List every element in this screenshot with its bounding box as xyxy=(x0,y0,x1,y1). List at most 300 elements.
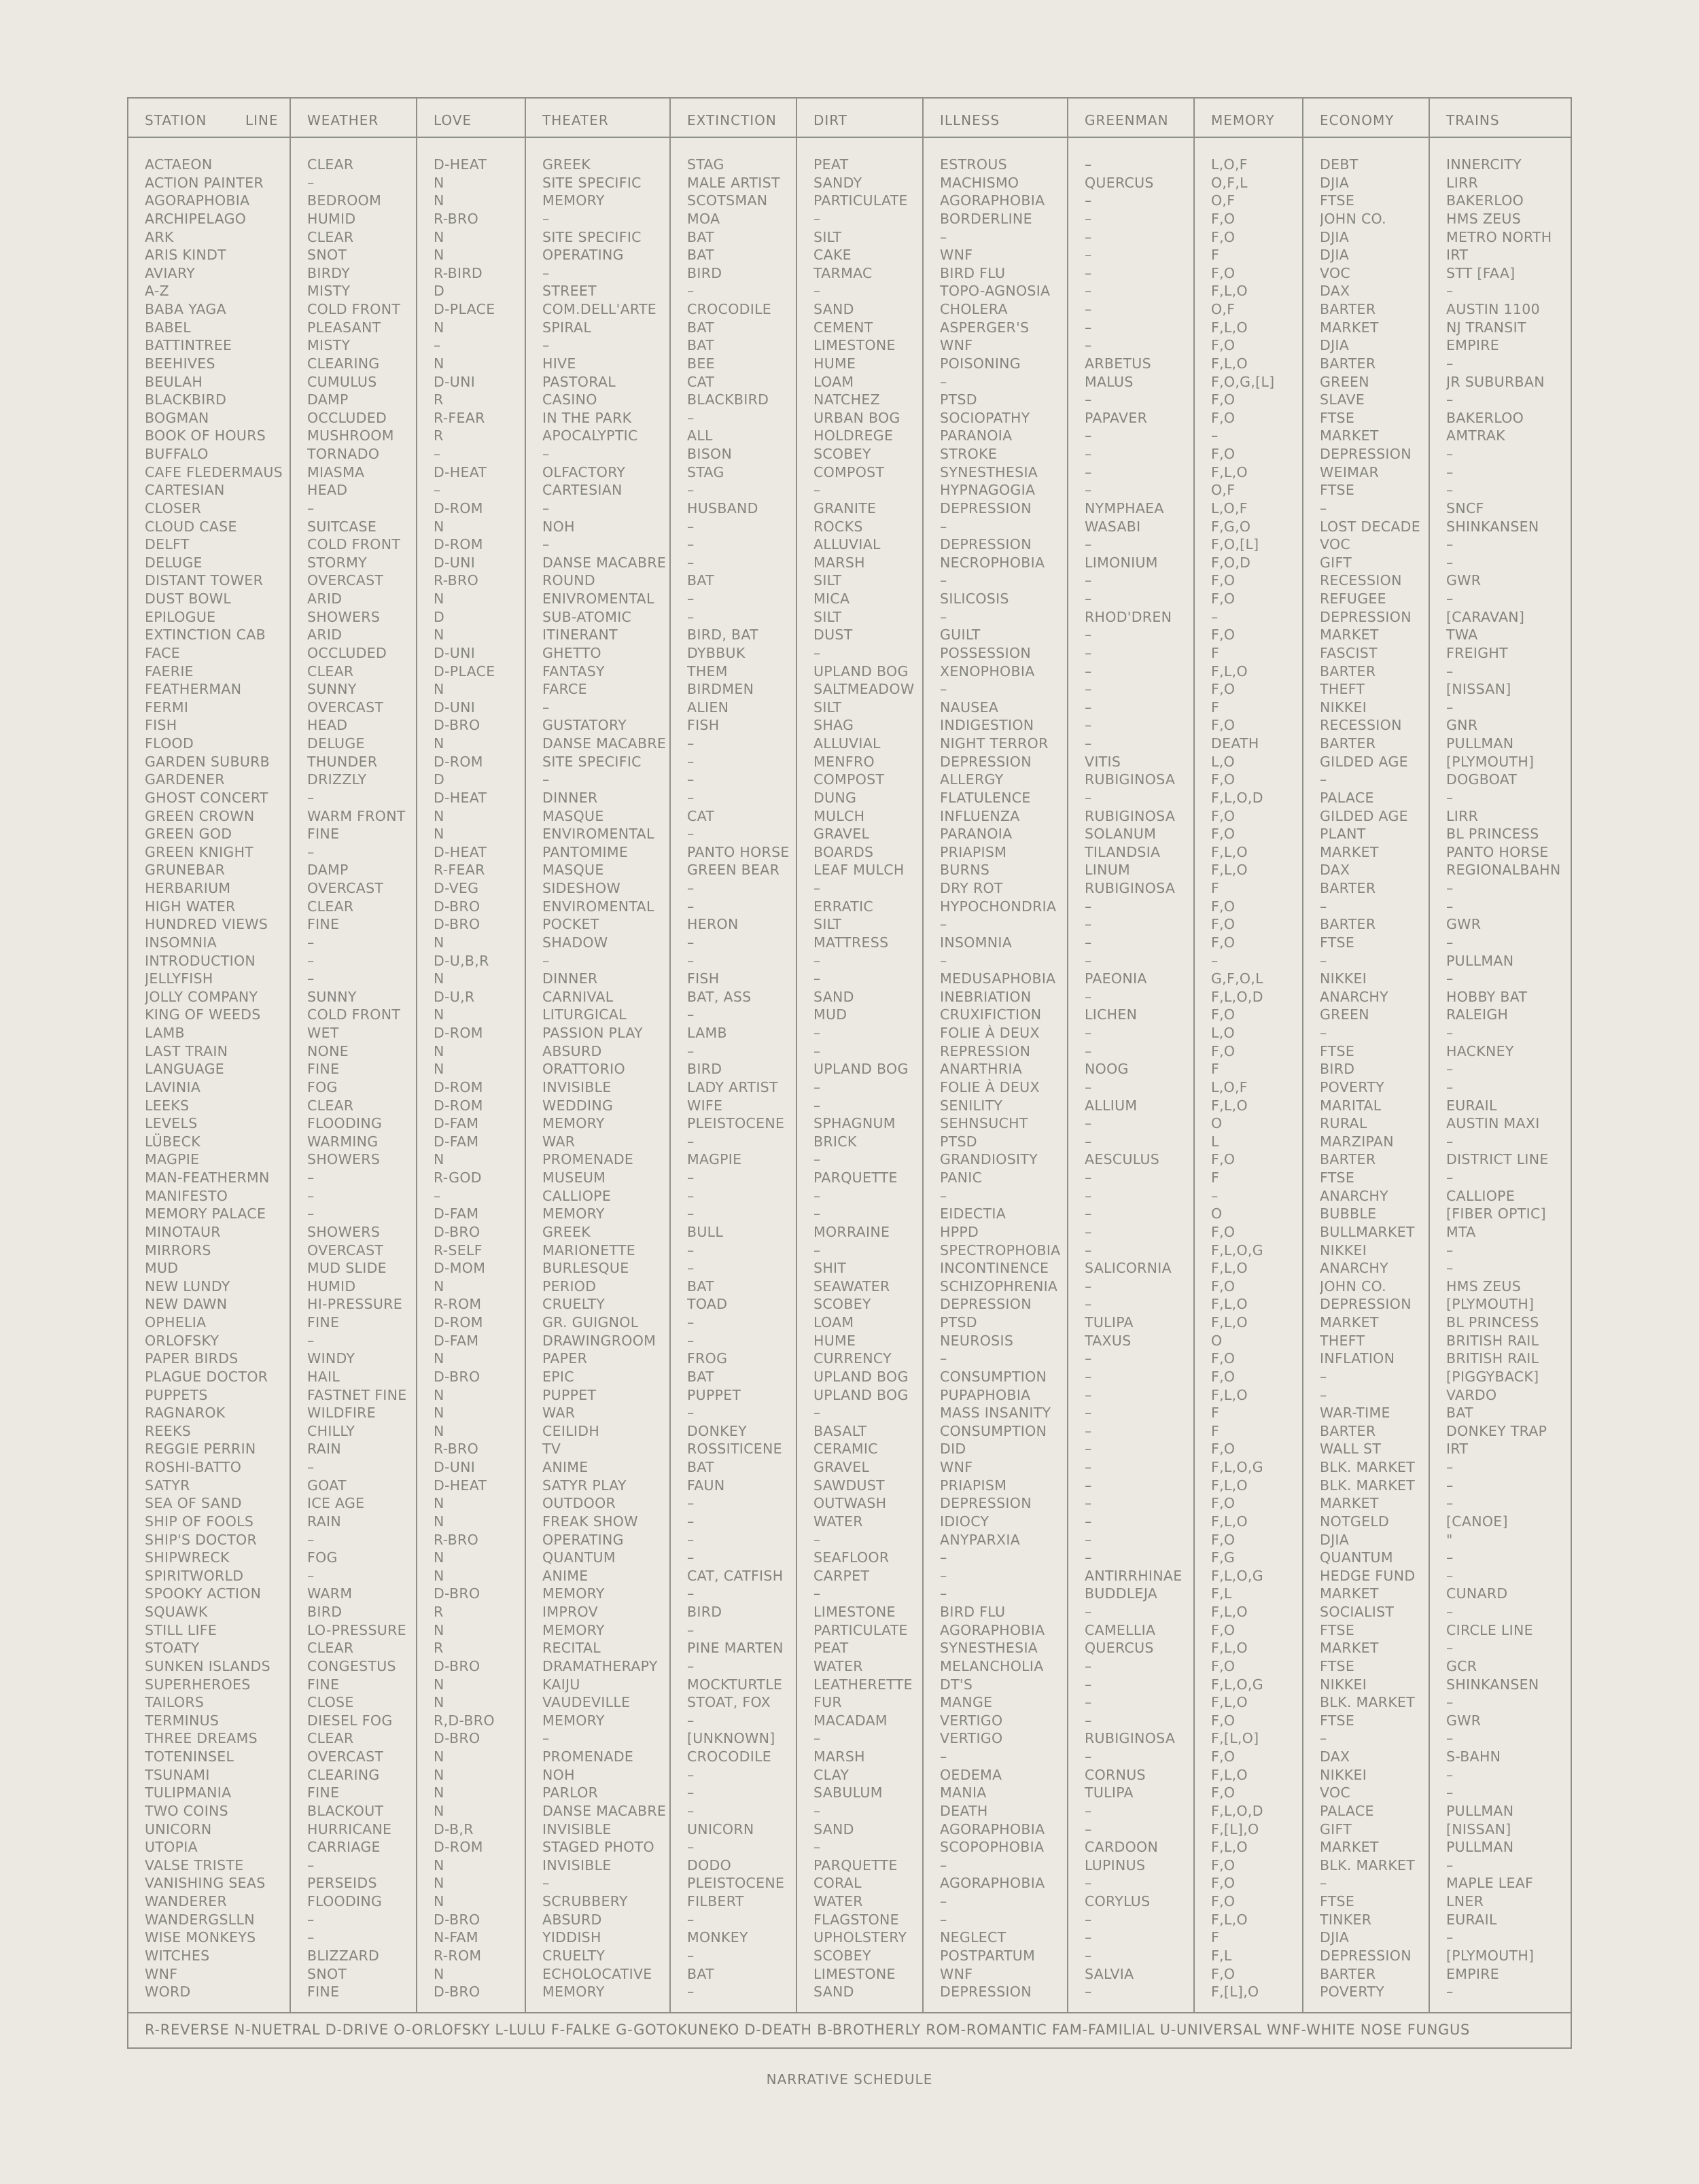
love-cell: N xyxy=(434,1549,444,1566)
header-divider xyxy=(1430,137,1572,138)
memory-cell: F xyxy=(1211,1929,1220,1946)
extinction-cell: – xyxy=(687,1621,695,1638)
theater-cell: CARTESIAN xyxy=(542,482,623,499)
theater-cell: OPERATING xyxy=(542,247,624,264)
extinction-cell: – xyxy=(687,518,695,535)
love-cell: N xyxy=(434,735,444,752)
theater-cell: GUSTATORY xyxy=(542,717,627,734)
economy-cell: DAX xyxy=(1320,283,1350,300)
economy-cell: BIRD xyxy=(1320,1061,1355,1078)
theater-cell: ORATTORIO xyxy=(542,1061,625,1078)
memory-cell: F,L,O xyxy=(1211,843,1248,860)
greenman-cell: PAEONIA xyxy=(1085,970,1147,987)
illness-cell: XENOPHOBIA xyxy=(940,663,1035,680)
weather-cell: MUD SLIDE xyxy=(307,1260,387,1277)
economy-cell: VOC xyxy=(1320,536,1351,553)
dirt-cell: – xyxy=(813,1531,821,1548)
love-cell: R-ROM xyxy=(434,1947,482,1964)
weather-cell: SUNNY xyxy=(307,988,357,1005)
memory-cell: F,O xyxy=(1211,898,1236,915)
illness-cell: – xyxy=(940,518,947,535)
extinction-cell: – xyxy=(687,536,695,553)
weather-cell: SNOT xyxy=(307,247,347,264)
illness-cell: DID xyxy=(940,1441,966,1458)
weather-cell: WILDFIRE xyxy=(307,1405,376,1422)
greenman-cell: – xyxy=(1085,898,1092,915)
memory-cell: F,L,O xyxy=(1211,1260,1248,1277)
economy-cell: SOCIALIST xyxy=(1320,1604,1395,1620)
economy-cell: DEBT xyxy=(1320,156,1359,173)
love-cell: D-HEAT xyxy=(434,1477,487,1494)
station-cell: SUPERHEROES xyxy=(145,1676,251,1693)
weather-cell: ARID xyxy=(307,591,343,607)
extinction-cell: MALE ARTIST xyxy=(687,174,780,191)
extinction-cell: – xyxy=(687,1984,695,2001)
weather-cell: THUNDER xyxy=(307,753,378,770)
illness-cell: BIRD FLU xyxy=(940,1604,1006,1620)
economy-cell: BARTER xyxy=(1320,916,1376,933)
economy-cell: PALACE xyxy=(1320,789,1374,806)
illness-cell: ESTROUS xyxy=(940,156,1007,173)
love-cell: D-MOM xyxy=(434,1260,486,1277)
love-cell: N xyxy=(434,1061,444,1078)
station-cell: MUD xyxy=(145,1260,179,1277)
economy-cell: GILDED AGE xyxy=(1320,807,1408,824)
extinction-cell: DYBBUK xyxy=(687,644,746,661)
love-cell: D xyxy=(434,771,445,788)
station-cell: FEATHERMAN xyxy=(145,681,242,698)
greenman-cell: ANTIRRHINAE xyxy=(1085,1567,1183,1584)
greenman-cell: QUERCUS xyxy=(1085,174,1154,191)
love-cell: D-UNI xyxy=(434,554,476,571)
station-cell: CAFE FLEDERMAUS xyxy=(145,463,283,480)
trains-cell: – xyxy=(1446,536,1454,553)
economy-cell: PLANT xyxy=(1320,826,1366,843)
station-cell: A-Z xyxy=(145,283,169,300)
extinction-cell: FISH xyxy=(687,970,720,987)
greenman-cell: – xyxy=(1085,1875,1092,1892)
station-cell: MEMORY PALACE xyxy=(145,1205,266,1222)
memory-cell: F,[L],O xyxy=(1211,1984,1259,2001)
weather-cell: BEDROOM xyxy=(307,192,382,209)
station-cell: WANDERGSLLN xyxy=(145,1911,255,1928)
trains-cell: AUSTIN 1100 xyxy=(1446,301,1540,317)
memory-cell: F xyxy=(1211,1061,1220,1078)
illness-cell: POSTPARTUM xyxy=(940,1947,1036,1964)
memory-cell: F,O xyxy=(1211,916,1236,933)
theater-cell: VAUDEVILLE xyxy=(542,1694,631,1711)
love-cell: – xyxy=(434,446,441,462)
illness-cell: – xyxy=(940,1350,947,1367)
weather-cell: – xyxy=(307,1459,315,1475)
weather-cell: DIESEL FOG xyxy=(307,1712,393,1729)
station-cell: FACE xyxy=(145,644,181,661)
station-cell: LEEKS xyxy=(145,1097,190,1114)
station-cell: BOGMAN xyxy=(145,409,209,426)
dirt-cell: ROCKS xyxy=(813,518,863,535)
trains-cell: SNCF xyxy=(1446,499,1484,516)
illness-cell: NIGHT TERROR xyxy=(940,735,1049,752)
trains-cell: [PLYMOUTH] xyxy=(1446,753,1535,770)
dirt-cell: MENFRO xyxy=(813,753,875,770)
column-header-station xyxy=(145,109,287,131)
love-cell: N xyxy=(434,1278,444,1294)
greenman-cell: – xyxy=(1085,427,1092,444)
economy-cell: DAX xyxy=(1320,1748,1350,1765)
love-cell: R-FEAR xyxy=(434,409,485,426)
station-cell: GARDENER xyxy=(145,771,225,788)
trains-cell: – xyxy=(1446,482,1454,499)
trains-cell: [NISSAN] xyxy=(1446,681,1511,698)
theater-cell: SATYR PLAY xyxy=(542,1477,627,1494)
illness-cell: CHOLERA xyxy=(940,301,1008,317)
love-cell: N xyxy=(434,826,444,843)
station-cell: ACTION PAINTER xyxy=(145,174,264,191)
weather-cell: COLD FRONT xyxy=(307,536,401,553)
weather-cell: – xyxy=(307,499,315,516)
trains-cell: – xyxy=(1446,880,1454,896)
theater-cell: MEMORY xyxy=(542,1621,605,1638)
greenman-cell: – xyxy=(1085,1820,1092,1837)
theater-cell: DANSE MACABRE xyxy=(542,554,667,571)
column-trains xyxy=(1430,99,1572,2012)
weather-cell: SUNNY xyxy=(307,681,357,698)
trains-cell: PULLMAN xyxy=(1446,1802,1514,1819)
greenman-cell: LIMONIUM xyxy=(1085,554,1158,571)
love-cell: N xyxy=(434,192,444,209)
trains-cell: – xyxy=(1446,789,1454,806)
greenman-cell: – xyxy=(1085,1133,1092,1150)
love-cell: D-ROM xyxy=(434,536,483,553)
memory-cell: O xyxy=(1211,1205,1223,1222)
theater-cell: SITE SPECIFIC xyxy=(542,228,642,245)
illness-cell: INEBRIATION xyxy=(940,988,1032,1005)
economy-cell: – xyxy=(1320,1875,1327,1892)
weather-cell: – xyxy=(307,1911,315,1928)
illness-cells xyxy=(940,156,1066,2001)
extinction-cell: UNICORN xyxy=(687,1820,754,1837)
economy-cell: – xyxy=(1320,499,1327,516)
illness-cell: IDIOCY xyxy=(940,1513,989,1530)
economy-cell: BARTER xyxy=(1320,663,1376,680)
extinction-cell: – xyxy=(687,753,695,770)
greenman-cell: – xyxy=(1085,1115,1092,1132)
station-cell: LÜBECK xyxy=(145,1133,200,1150)
column-illness xyxy=(924,99,1068,2012)
memory-cell: F,O xyxy=(1211,1748,1236,1765)
station-cell: WITCHES xyxy=(145,1947,210,1964)
economy-cell: BLK. MARKET xyxy=(1320,1459,1416,1475)
economy-cell: ANARCHY xyxy=(1320,988,1388,1005)
extinction-cell: BIRD xyxy=(687,264,722,281)
station-cell: BABA YAGA xyxy=(145,301,226,317)
memory-cell: F,O xyxy=(1211,627,1236,644)
theater-cell: IMPROV xyxy=(542,1604,598,1620)
station-cell: PLAGUE DOCTOR xyxy=(145,1368,268,1385)
illness-cell: AGORAPHOBIA xyxy=(940,1820,1045,1837)
memory-cell: F,O xyxy=(1211,1278,1236,1294)
station-cell: ROSHI-BATTO xyxy=(145,1459,242,1475)
economy-cell: DJIA xyxy=(1320,247,1350,264)
economy-cell: MARZIPAN xyxy=(1320,1133,1394,1150)
trains-cell: EURAIL xyxy=(1446,1911,1497,1928)
dirt-cell: ERRATIC xyxy=(813,898,874,915)
greenman-cell: – xyxy=(1085,264,1092,281)
memory-cell: F xyxy=(1211,247,1220,264)
love-cell: N xyxy=(434,807,444,824)
extinction-cell: STAG xyxy=(687,156,724,173)
station-cell: UNICORN xyxy=(145,1820,212,1837)
greenman-cell: QUERCUS xyxy=(1085,1640,1154,1657)
dirt-cell: SEAWATER xyxy=(813,1278,890,1294)
extinction-cell: GREEN BEAR xyxy=(687,862,780,879)
weather-cell: FINE xyxy=(307,1784,340,1801)
trains-cell: LIRR xyxy=(1446,807,1479,824)
love-cell: D-PLACE xyxy=(434,301,495,317)
weather-cell: – xyxy=(307,174,315,191)
trains-cell: – xyxy=(1446,1477,1454,1494)
dirt-cell: LIMESTONE xyxy=(813,337,896,354)
love-cell: R xyxy=(434,1640,444,1657)
illness-cell: VERTIGO xyxy=(940,1712,1003,1729)
extinction-cell: HUSBAND xyxy=(687,499,758,516)
dirt-cell: SILT xyxy=(813,228,842,245)
theater-cell: CARNIVAL xyxy=(542,988,614,1005)
greenman-cell: – xyxy=(1085,1676,1092,1693)
greenman-cell: – xyxy=(1085,536,1092,553)
station-cell: REEKS xyxy=(145,1422,192,1439)
greenman-cell: – xyxy=(1085,283,1092,300)
station-cell: GREEN GOD xyxy=(145,826,232,843)
station-cell: DUST BOWL xyxy=(145,591,232,607)
memory-cell: F,O xyxy=(1211,1223,1236,1240)
station-cell: EPILOGUE xyxy=(145,608,216,625)
love-cell: N xyxy=(434,627,444,644)
illness-cell: GRANDIOSITY xyxy=(940,1151,1038,1168)
illness-cell: INDIGESTION xyxy=(940,717,1034,734)
weather-cell: SHOWERS xyxy=(307,1223,381,1240)
weather-cell: HEAD xyxy=(307,717,348,734)
memory-cell: F,O,[L] xyxy=(1211,536,1259,553)
love-cell: N xyxy=(434,1676,444,1693)
memory-cell: F,[L,O] xyxy=(1211,1730,1259,1747)
dirt-cells xyxy=(813,156,921,2001)
theater-cell: DRAWINGROOM xyxy=(542,1332,656,1349)
illness-cell: PARANOIA xyxy=(940,427,1013,444)
illness-cell: – xyxy=(940,1748,947,1765)
theater-cell: FANTASY xyxy=(542,663,605,680)
greenman-cell: NOOG xyxy=(1085,1061,1129,1078)
weather-cell: COLD FRONT xyxy=(307,301,401,317)
theater-cell: EPIC xyxy=(542,1368,574,1385)
theater-cell: DRAMATHERAPY xyxy=(542,1657,658,1674)
station-cell: SHIP OF FOOLS xyxy=(145,1513,254,1530)
theater-cell: QUANTUM xyxy=(542,1549,616,1566)
extinction-cell: – xyxy=(687,789,695,806)
economy-cell: DJIA xyxy=(1320,1531,1350,1548)
theater-cell: PERIOD xyxy=(542,1278,597,1294)
weather-cell: – xyxy=(307,1567,315,1584)
theater-cell: – xyxy=(542,771,550,788)
theater-cell: MEMORY xyxy=(542,1585,605,1602)
love-cell: – xyxy=(434,482,441,499)
theater-cell: ECHOLOCATIVE xyxy=(542,1965,652,1982)
station-cell: MAN-FEATHERMN xyxy=(145,1169,270,1186)
extinction-cell: – xyxy=(687,1513,695,1530)
trains-cell: CALLIOPE xyxy=(1446,1187,1516,1204)
illness-cell: – xyxy=(940,1567,947,1584)
dirt-cell: DUST xyxy=(813,627,853,644)
theater-cell: CRUELTY xyxy=(542,1296,606,1313)
illness-cell: MASS INSANITY xyxy=(940,1405,1051,1422)
love-cell: N xyxy=(434,1965,444,1982)
theater-cell: NOH xyxy=(542,518,575,535)
theater-cell: MASQUE xyxy=(542,862,604,879)
weather-cell: OVERCAST xyxy=(307,699,384,716)
memory-cell: F,L,O xyxy=(1211,663,1248,680)
economy-cell: NIKKEI xyxy=(1320,1676,1367,1693)
love-cell: D-BRO xyxy=(434,1984,480,2001)
trains-cell: RALEIGH xyxy=(1446,1006,1509,1023)
dirt-cell: MATTRESS xyxy=(813,934,889,951)
dirt-cell: MULCH xyxy=(813,807,865,824)
weather-cell: HUMID xyxy=(307,210,356,227)
memory-cell: F,O xyxy=(1211,1495,1236,1512)
dirt-cell: WATER xyxy=(813,1893,863,1909)
weather-cell: WARM xyxy=(307,1585,353,1602)
memory-cell: F,O xyxy=(1211,1657,1236,1674)
weather-cell: FLOODING xyxy=(307,1115,383,1132)
economy-cell: THEFT xyxy=(1320,681,1365,698)
extinction-cell: – xyxy=(687,1784,695,1801)
trains-cell: – xyxy=(1446,1984,1454,2001)
memory-cell: F xyxy=(1211,1405,1220,1422)
trains-cell: DISTRICT LINE xyxy=(1446,1151,1549,1168)
weather-cell: OVERCAST xyxy=(307,880,384,896)
column-station xyxy=(128,99,291,2012)
dirt-cell: – xyxy=(813,1585,821,1602)
illness-cell: MEDUSAPHOBIA xyxy=(940,970,1056,987)
greenman-cell: CAMELLIA xyxy=(1085,1621,1156,1638)
economy-cell: FTSE xyxy=(1320,1042,1355,1059)
dirt-cell: DUNG xyxy=(813,789,857,806)
theater-cell: SIDESHOW xyxy=(542,880,621,896)
station-cell: AVIARY xyxy=(145,264,196,281)
love-cell: N xyxy=(434,247,444,264)
station-cell: JOLLY COMPANY xyxy=(145,988,258,1005)
illness-cell: TOPO-AGNOSIA xyxy=(940,283,1051,300)
illness-cell: EIDECTIA xyxy=(940,1205,1006,1222)
extinction-cell: – xyxy=(687,1405,695,1422)
greenman-cell: – xyxy=(1085,1187,1092,1204)
weather-cell: – xyxy=(307,843,315,860)
greenman-cell: – xyxy=(1085,699,1092,716)
station-cell: AGORAPHOBIA xyxy=(145,192,250,209)
column-header-weather: WEATHER xyxy=(307,112,379,128)
illness-cell: NEUROSIS xyxy=(940,1332,1014,1349)
love-cell: N xyxy=(434,1694,444,1711)
trains-cell: – xyxy=(1446,446,1454,462)
extinction-cell: CROCODILE xyxy=(687,301,772,317)
trains-cell: – xyxy=(1446,1169,1454,1186)
dirt-cell: SCOBEY xyxy=(813,1947,871,1964)
weather-cell: CLEAR xyxy=(307,663,354,680)
greenman-cell: – xyxy=(1085,572,1092,589)
illness-cell: CONSUMPTION xyxy=(940,1422,1047,1439)
trains-cell: HACKNEY xyxy=(1446,1042,1514,1059)
love-cell: D-FAM xyxy=(434,1133,479,1150)
extinction-cell: FISH xyxy=(687,717,720,734)
dirt-cell: SHAG xyxy=(813,717,854,734)
love-cell: N xyxy=(434,1006,444,1023)
illness-cell: WNF xyxy=(940,1459,973,1475)
illness-cell: – xyxy=(940,1549,947,1566)
trains-cell: MAPLE LEAF xyxy=(1446,1875,1534,1892)
extinction-cell: – xyxy=(687,1241,695,1258)
trains-cell: SHINKANSEN xyxy=(1446,518,1539,535)
column-love xyxy=(417,99,526,2012)
extinction-cell: ROSSITICENE xyxy=(687,1441,782,1458)
header-divider xyxy=(1303,137,1429,138)
economy-cell: MARITAL xyxy=(1320,1097,1382,1114)
trains-cell: – xyxy=(1446,1784,1454,1801)
weather-cell: – xyxy=(307,1856,315,1873)
dirt-cell: SILT xyxy=(813,572,842,589)
economy-cell: RECESSION xyxy=(1320,717,1402,734)
love-cell: N xyxy=(434,1495,444,1512)
economy-cell: BLK. MARKET xyxy=(1320,1856,1416,1873)
dirt-cell: PARQUETTE xyxy=(813,1169,898,1186)
theater-cell: CRUELTY xyxy=(542,1947,606,1964)
station-cell: PAPER BIRDS xyxy=(145,1350,239,1367)
weather-cell: WET xyxy=(307,1025,339,1041)
header-divider xyxy=(526,137,669,138)
weather-cell: SHOWERS xyxy=(307,1151,381,1168)
economy-cell: NIKKEI xyxy=(1320,1766,1367,1783)
economy-cell: FTSE xyxy=(1320,1712,1355,1729)
love-cell: – xyxy=(434,337,441,354)
extinction-cell: – xyxy=(687,735,695,752)
extinction-cell: FILBERT xyxy=(687,1893,744,1909)
weather-cell: RAIN xyxy=(307,1513,342,1530)
dirt-cell: WATER xyxy=(813,1657,863,1674)
memory-cell: F,L,O,D xyxy=(1211,988,1263,1005)
extinction-cell: BAT xyxy=(687,337,714,354)
greenman-cell: – xyxy=(1085,192,1092,209)
dirt-cell: SABULUM xyxy=(813,1784,883,1801)
love-cell: D-ROM xyxy=(434,499,483,516)
memory-cell: O,F xyxy=(1211,301,1236,317)
illness-cell: STROKE xyxy=(940,446,998,462)
dirt-cell: LIMESTONE xyxy=(813,1965,896,1982)
trains-cell: – xyxy=(1446,355,1454,372)
greenman-cell: – xyxy=(1085,1169,1092,1186)
dirt-cell: BRICK xyxy=(813,1133,857,1150)
memory-cell: F xyxy=(1211,644,1220,661)
dirt-cell: PARQUETTE xyxy=(813,1856,898,1873)
memory-cell: L,O,F xyxy=(1211,156,1248,173)
trains-cell: EMPIRE xyxy=(1446,1965,1500,1982)
memory-cell: F,L,O xyxy=(1211,1694,1248,1711)
dirt-cell: SAND xyxy=(813,1984,854,2001)
trains-cell: LIRR xyxy=(1446,174,1479,191)
love-cell: D-U,R xyxy=(434,988,475,1005)
theater-cell: SPIRAL xyxy=(542,319,592,336)
economy-cell: BARTER xyxy=(1320,301,1376,317)
love-cell: R-BRO xyxy=(434,572,479,589)
illness-cell: SEHNSUCHT xyxy=(940,1115,1028,1132)
theater-cell: TV xyxy=(542,1441,561,1458)
